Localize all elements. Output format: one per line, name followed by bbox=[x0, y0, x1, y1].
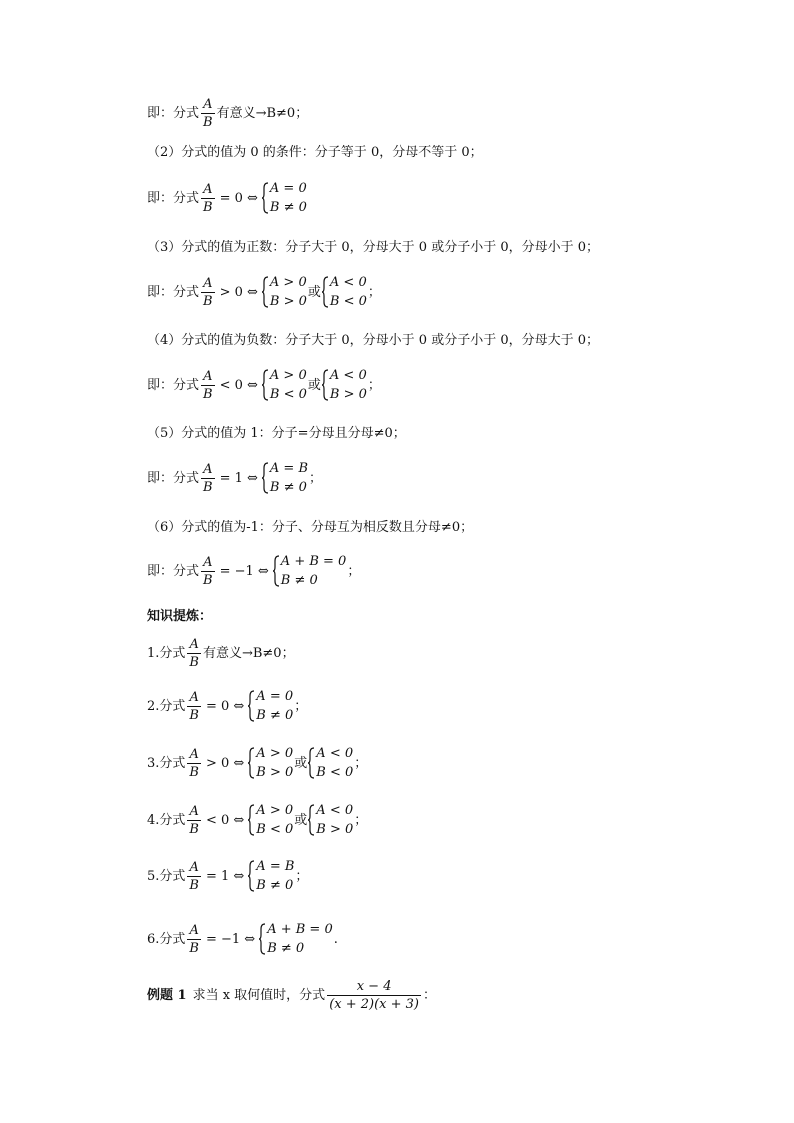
formula-equals-minus-one: 即：分式 $\frac{A}{B}$ = −1 ⇔ A + B = 0 B ≠ 0 ； bbox=[147, 554, 361, 588]
example-1: 例题 1 求当 x 取何值时，分式 $\frac{x - 4}{(x + 2)(x + 3)}$ ： bbox=[147, 979, 437, 1012]
heading-zero-condition: （2）分式的值为 0 的条件：分子等于 0，分母不等于 0； bbox=[147, 145, 483, 160]
equation-system: A < 0 B < 0 bbox=[322, 276, 367, 308]
example-label: 例题 1 bbox=[147, 988, 187, 1003]
fraction-a-over-b: $\frac{A}{B}$ bbox=[203, 97, 213, 130]
equation-system: A = B B ≠ 0 bbox=[262, 462, 308, 494]
fraction-a-over-b: $\frac{A}{B}$ bbox=[189, 637, 199, 670]
fraction-a-over-b: $\frac{A}{B}$ bbox=[203, 181, 213, 215]
left-brace-icon bbox=[248, 747, 254, 779]
equation-system: A > 0 B > 0 bbox=[262, 276, 307, 308]
equation-system: A < 0 B < 0 bbox=[308, 747, 353, 779]
equation-system: A = 0 B ≠ 0 bbox=[262, 182, 307, 214]
fraction-a-over-b: $\frac{A}{B}$ bbox=[203, 554, 213, 588]
left-brace-icon bbox=[322, 369, 328, 401]
fraction-a-over-b: $\frac{A}{B}$ bbox=[203, 275, 213, 309]
left-brace-icon bbox=[259, 923, 265, 955]
equation-system: A + B = 0 B ≠ 0 bbox=[259, 923, 333, 955]
equation-system: A > 0 B < 0 bbox=[248, 804, 293, 836]
line-prefix: 即：分式 bbox=[147, 106, 200, 121]
left-brace-icon bbox=[322, 276, 328, 308]
summary-item-1: 1.分式 $\frac{A}{B}$ 有意义→B≠0； bbox=[147, 637, 295, 670]
formula-equals-one: 即：分式 $\frac{A}{B}$ = 1 ⇔ A = B B ≠ 0 ； bbox=[147, 461, 323, 495]
formula-less-than-zero: 即：分式 $\frac{A}{B}$ < 0 ⇔ A > 0 B < 0 或 A < 0 B > 0 ； bbox=[147, 368, 381, 402]
equation-system: A < 0 B > 0 bbox=[308, 804, 353, 836]
fraction-a-over-b: $\frac{A}{B}$ bbox=[203, 368, 213, 402]
left-brace-icon bbox=[308, 804, 314, 836]
fraction-a-over-b: $\frac{A}{B}$ bbox=[189, 746, 199, 780]
equation-system: A > 0 B < 0 bbox=[262, 369, 307, 401]
summary-item-2: 2.分式 $\frac{A}{B}$ = 0 ⇔ A = 0 B ≠ 0 ； bbox=[147, 689, 308, 723]
heading-negative-condition: （4）分式的值为负数：分子大于 0，分母小于 0 或分子小于 0，分母大于 0； bbox=[147, 333, 600, 348]
fraction-a-over-b: $\frac{A}{B}$ bbox=[203, 461, 213, 495]
formula-greater-than-zero: 即：分式 $\frac{A}{B}$ > 0 ⇔ A > 0 B > 0 或 A < 0 B < 0 ； bbox=[147, 275, 381, 309]
fraction-a-over-b: $\frac{A}{B}$ bbox=[189, 859, 199, 893]
left-brace-icon bbox=[262, 369, 268, 401]
equation-system: A = B B ≠ 0 bbox=[248, 860, 294, 892]
left-brace-icon bbox=[273, 555, 279, 587]
left-brace-icon bbox=[248, 860, 254, 892]
left-brace-icon bbox=[248, 690, 254, 722]
summary-item-3: 3.分式 $\frac{A}{B}$ > 0 ⇔ A > 0 B > 0 或 A < 0 B < 0 ； bbox=[147, 746, 368, 780]
equation-system: A < 0 B > 0 bbox=[322, 369, 367, 401]
condition-meaningful-line bbox=[147, 98, 308, 129]
line-suffix: 有意义→B≠0； bbox=[216, 106, 309, 121]
summary-item-6: 6.分式 $\frac{A}{B}$ = −1 ⇔ A + B = 0 B ≠ 0 . bbox=[147, 922, 338, 956]
left-brace-icon bbox=[262, 182, 268, 214]
formula-equals-zero: 即：分式 $\frac{A}{B}$ = 0 ⇔ A = 0 B ≠ 0 bbox=[147, 181, 307, 215]
summary-heading: 知识提炼： bbox=[147, 609, 213, 624]
equation-system: A = 0 B ≠ 0 bbox=[248, 690, 293, 722]
summary-item-5: 5.分式 $\frac{A}{B}$ = 1 ⇔ A = B B ≠ 0 ； bbox=[147, 859, 309, 893]
summary-item-4: 4.分式 $\frac{A}{B}$ < 0 ⇔ A > 0 B < 0 或 A < 0 B > 0 ； bbox=[147, 803, 368, 837]
heading-positive-condition: （3）分式的值为正数：分子大于 0，分母大于 0 或分子小于 0，分母小于 0； bbox=[147, 240, 600, 255]
left-brace-icon bbox=[262, 276, 268, 308]
left-brace-icon bbox=[248, 804, 254, 836]
heading-equals-minus-one-condition: （6）分式的值为-1：分子、分母互为相反数且分母≠0； bbox=[147, 520, 474, 535]
equation-system: A + B = 0 B ≠ 0 bbox=[273, 555, 347, 587]
fraction-example: $\frac{x - 4}{(x + 2)(x + 3)}$ bbox=[329, 979, 419, 1012]
left-brace-icon bbox=[262, 462, 268, 494]
fraction-a-over-b: $\frac{A}{B}$ bbox=[189, 689, 199, 723]
left-brace-icon bbox=[308, 747, 314, 779]
fraction-a-over-b: $\frac{A}{B}$ bbox=[189, 922, 199, 956]
heading-equals-one-condition: （5）分式的值为 1：分子=分母且分母≠0； bbox=[147, 426, 406, 441]
equation-system: A > 0 B > 0 bbox=[248, 747, 293, 779]
fraction-a-over-b: $\frac{A}{B}$ bbox=[189, 803, 199, 837]
